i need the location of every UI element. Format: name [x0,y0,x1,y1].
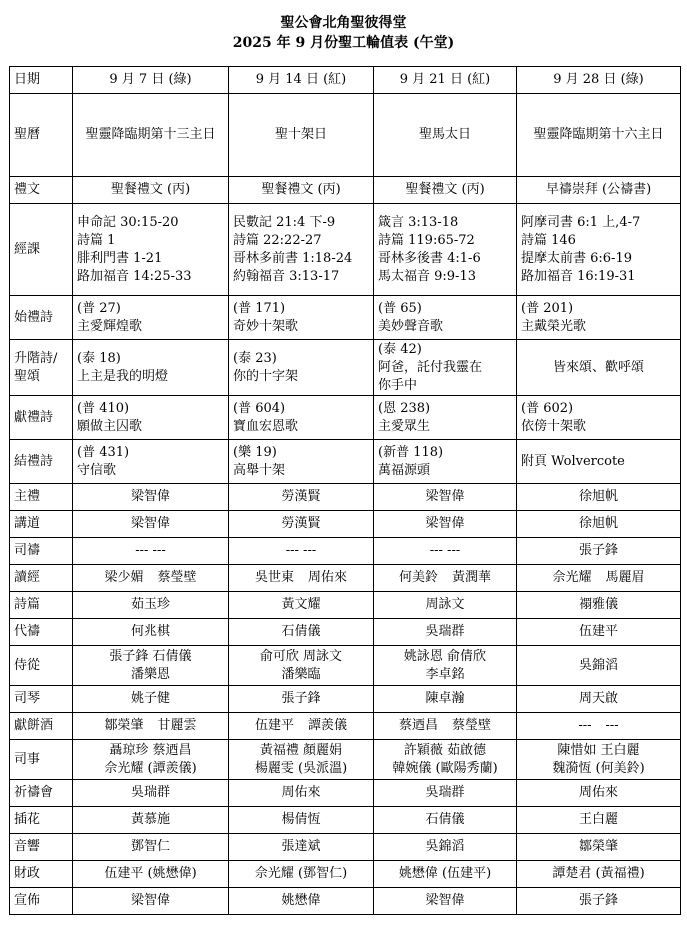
row-label: 禮文 [10,177,73,204]
row-label: 主禮 [10,484,73,511]
roster-table [9,66,681,915]
table-row [10,888,681,915]
roster-cell [229,646,374,686]
roster-cell [374,740,517,780]
row-label-line: 升階詩/ [14,350,58,366]
row-label: 日期 [10,67,73,94]
table-row [10,340,681,396]
roster-cell [374,204,517,296]
cell-line: (泰 23) [233,350,277,366]
cell-line: (普 602) [521,400,574,416]
person-name: --- [605,718,619,733]
roster-title: 2025 年 9 月份聖工輪值表 (午堂) [232,35,455,51]
roster-cell [374,396,517,440]
roster-cell [73,204,229,296]
roster-cell: 聖餐禮文 (丙) [229,177,374,204]
cell-line: (普 604) [233,400,286,416]
person-name: 鄒榮肇 [104,718,144,733]
cell-line: (新普 118) [378,444,444,460]
cell-line: 詩篇 22:22-27 [233,232,322,248]
person-name: 何美鈴 [398,570,438,585]
roster-cell: 聖靈降臨期第十三主日 [73,94,229,177]
cell-line: 主愛輝煌歌 [77,318,143,334]
row-label: 祈禱會 [10,780,73,807]
person-name: 周佑來 [308,570,348,585]
table-row [10,713,681,740]
cell-line: (恩 238) [378,400,431,416]
roster-cell: 周佑來 [229,780,374,807]
roster-cell: 吳錦滔 [374,834,517,861]
cell-line: (普 410) [77,400,130,416]
cell-line: 黃福禮 顏麗娟 [259,742,343,758]
cell-line: 民數記 21:4 下-9 [233,214,336,230]
cell-line: 皆來頌、歡呼頌 [552,359,644,375]
roster-cell [229,713,374,740]
cell-line: 腓利門書 1-21 [77,250,163,266]
cell-line: 哥林多後書 4:1-6 [378,250,481,266]
person-name: 蔡瑩壁 [157,570,197,585]
cell-line: 楊麗雯 (吳派溫) [254,760,348,776]
roster-cell: 王白麗 [517,807,681,834]
roster-cell [374,713,517,740]
cell-line: 詩篇 119:65-72 [378,232,475,248]
cell-line: 依傍十架歌 [521,418,587,434]
cell-line: (樂 19) [233,444,277,460]
document-title [0,0,687,53]
roster-cell: 梁智偉 [374,484,517,511]
roster-cell: 鄧智仁 [73,834,229,861]
roster-cell: 伍建平 [517,619,681,646]
roster-cell [517,204,681,296]
roster-cell: 聖餐禮文 (丙) [73,177,229,204]
roster-cell: 徐旭帆 [517,484,681,511]
roster-cell: 周詠文 [374,592,517,619]
roster-cell: 楊倩恆 [229,807,374,834]
row-label: 獻餅酒 [10,713,73,740]
row-label: 始禮詩 [10,296,73,340]
roster-cell: 張子鋒 [517,888,681,915]
roster-cell [229,204,374,296]
cell-line: 詩篇 1 [77,232,116,248]
table-row [10,484,681,511]
roster-cell: 禤雅儀 [517,592,681,619]
cell-line: 許穎薇 茹啟德 [403,742,487,758]
cell-line: (普 201) [521,300,574,316]
cell-line: 聶琼珍 蔡迺昌 [109,742,192,758]
roster-cell: 聖靈降臨期第十六主日 [517,94,681,177]
roster-cell [229,440,374,484]
roster-cell: 梁智偉 [73,888,229,915]
cell-line: 附頁 Wolvercote [521,453,625,469]
roster-cell [517,713,681,740]
table-row [10,511,681,538]
cell-line: 萬福源頭 [378,462,431,478]
roster-cell [517,565,681,592]
row-label: 獻禮詩 [10,396,73,440]
roster-cell [374,340,517,396]
row-label: 音響 [10,834,73,861]
cell-line: 你手中 [378,377,418,393]
table-row [10,396,681,440]
person-name: 蔡迺昌 [398,718,438,733]
person-name: 馬麗眉 [605,570,645,585]
table-row [10,646,681,686]
cell-line: 吳錦滔 [578,657,618,673]
roster-cell: 黃文耀 [229,592,374,619]
roster-cell: 梁智偉 [73,484,229,511]
roster-cell [229,740,374,780]
roster-cell [73,296,229,340]
row-label: 講道 [10,511,73,538]
roster-cell: 佘光耀 (鄧智仁) [229,861,374,888]
roster-cell: 聖十架日 [229,94,374,177]
roster-cell [229,565,374,592]
cell-line: 上主是我的明燈 [77,368,169,384]
row-label-line: 聖頌 [14,368,41,384]
roster-cell [517,340,681,396]
date-cell: 9 月 7 日 (綠) [73,67,229,94]
cell-line: 馬太福音 9:9-13 [378,268,476,284]
roster-cell [229,296,374,340]
cell-line: 潘樂臨 [281,666,321,682]
roster-cell: 梁智偉 [73,511,229,538]
roster-cell [229,396,374,440]
roster-cell: 勞漢賢 [229,484,374,511]
cell-line: 路加福音 16:19-31 [521,268,636,284]
cell-line: (泰 42) [378,341,422,357]
roster-cell [374,296,517,340]
row-label [10,340,73,396]
table-row [10,780,681,807]
cell-line: 守信歌 [77,462,117,478]
roster-cell: 張達斌 [229,834,374,861]
cell-line: (泰 18) [77,350,121,366]
table-row [10,619,681,646]
roster-cell [73,740,229,780]
roster-cell: 姚懋偉 [229,888,374,915]
cell-line: 提摩太前書 6:6-19 [521,250,632,266]
cell-line: 主戴榮光歌 [521,318,587,334]
row-label: 司事 [10,740,73,780]
cell-line: 高舉十架 [233,462,286,478]
roster-cell [73,396,229,440]
roster-cell [517,440,681,484]
roster-cell: 徐旭帆 [517,511,681,538]
cell-line: 申命記 30:15-20 [77,214,179,230]
cell-line: 潘樂恩 [130,666,170,682]
church-name: 聖公會北角聖彼得堂 [280,15,407,31]
roster-cell: 聖馬太日 [374,94,517,177]
cell-line: 約翰福音 3:13-17 [233,268,340,284]
person-name: --- [578,718,592,733]
cell-line: 寶血宏恩歌 [233,418,299,434]
cell-line: (普 27) [77,300,121,316]
roster-cell [374,565,517,592]
date-cell: 9 月 21 日 (紅) [374,67,517,94]
row-label: 詩篇 [10,592,73,619]
roster-cell [517,740,681,780]
cell-line: 箴言 3:13-18 [378,214,459,230]
table-row [10,834,681,861]
roster-cell: --- --- [73,538,229,565]
date-cell: 9 月 28 日 (綠) [517,67,681,94]
roster-cell [517,396,681,440]
cell-line: 詩篇 146 [521,232,576,248]
cell-line: 姚詠恩 俞倩欣 [403,648,487,664]
table-row [10,686,681,713]
row-label: 司禱 [10,538,73,565]
cell-line: 你的十字架 [233,368,299,384]
roster-cell: 石倩儀 [374,807,517,834]
cell-line: 俞可欣 周詠文 [259,648,343,664]
roster-cell: 陳卓瀚 [374,686,517,713]
roster-cell: 吳瑞群 [73,780,229,807]
roster-cell [374,646,517,686]
row-label: 讀經 [10,565,73,592]
cell-line: 佘光耀 (譚羨儀) [104,760,197,776]
roster-cell: 茹玉珍 [73,592,229,619]
cell-line: 張子鋒 石倩儀 [109,648,192,664]
table-row [10,440,681,484]
row-label: 插花 [10,807,73,834]
table-row [10,67,681,94]
roster-cell: 鄒榮肇 [517,834,681,861]
roster-body [10,67,681,915]
person-name: 吳世東 [254,570,294,585]
table-row [10,204,681,296]
cell-line: 願做主囚歌 [77,418,143,434]
person-name: 甘麗雲 [157,718,197,733]
roster-cell: 譚楚君 (黃福禮) [517,861,681,888]
roster-cell: 姚懋偉 (伍建平) [374,861,517,888]
row-label: 財政 [10,861,73,888]
roster-cell [517,296,681,340]
roster-cell: 早禱崇拜 (公禱書) [517,177,681,204]
roster-cell: 石倩儀 [229,619,374,646]
table-row [10,592,681,619]
roster-cell: 聖餐禮文 (丙) [374,177,517,204]
person-name: 黃潤華 [452,570,492,585]
row-label: 聖曆 [10,94,73,177]
roster-cell [73,340,229,396]
roster-cell: 吳瑞群 [374,619,517,646]
table-row [10,296,681,340]
cell-line: (普 65) [378,300,422,316]
cell-line: 主愛眾生 [378,418,431,434]
roster-cell: 吳瑞群 [374,780,517,807]
row-label: 經課 [10,204,73,296]
cell-line: 韓婉儀 (歐陽秀蘭) [392,760,498,776]
roster-cell: 周天啟 [517,686,681,713]
table-row [10,538,681,565]
roster-cell: 伍建平 (姚懋偉) [73,861,229,888]
roster-cell: 張子鋒 [229,686,374,713]
table-row [10,177,681,204]
table-row [10,565,681,592]
roster-cell [73,440,229,484]
cell-line: 阿爸，託付我靈在 [378,359,483,375]
row-label: 代禱 [10,619,73,646]
roster-cell [374,440,517,484]
roster-cell: 勞漢賢 [229,511,374,538]
row-label: 結禮詩 [10,440,73,484]
roster-cell [73,646,229,686]
roster-cell: 姚子健 [73,686,229,713]
row-label: 宣佈 [10,888,73,915]
roster-cell: --- --- [229,538,374,565]
roster-cell [229,340,374,396]
cell-line: (普 431) [77,444,130,460]
roster-cell: 張子鋒 [517,538,681,565]
row-label: 司琴 [10,686,73,713]
roster-cell: 梁智偉 [374,511,517,538]
roster-cell: 何兆棋 [73,619,229,646]
person-name: 蔡瑩壁 [452,718,492,733]
table-row [10,861,681,888]
roster-cell [517,646,681,686]
cell-line: 哥林多前書 1:18-24 [233,250,353,266]
cell-line: 陳惜如 王白麗 [557,742,640,758]
cell-line: 路加福音 14:25-33 [77,268,192,284]
cell-line: 阿摩司書 6:1 上,4-7 [521,214,641,230]
roster-cell: 黃慕施 [73,807,229,834]
row-label: 侍從 [10,646,73,686]
roster-cell [73,565,229,592]
person-name: 梁少媚 [104,570,144,585]
cell-line: 李卓銘 [425,666,465,682]
date-cell: 9 月 14 日 (紅) [229,67,374,94]
person-name: 佘光耀 [552,570,592,585]
cell-line: 奇妙十架歌 [233,318,299,334]
roster-cell: 周佑來 [517,780,681,807]
table-row [10,807,681,834]
person-name: 伍建平 [254,718,294,733]
roster-cell: 梁智偉 [374,888,517,915]
table-row [10,740,681,780]
cell-line: 美妙聲音歌 [378,318,444,334]
roster-cell [73,713,229,740]
cell-line: 魏漪恆 (何美鈴) [552,760,645,776]
person-name: 譚羨儀 [308,718,348,733]
roster-cell: --- --- [374,538,517,565]
table-row [10,94,681,177]
cell-line: (普 171) [233,300,286,316]
